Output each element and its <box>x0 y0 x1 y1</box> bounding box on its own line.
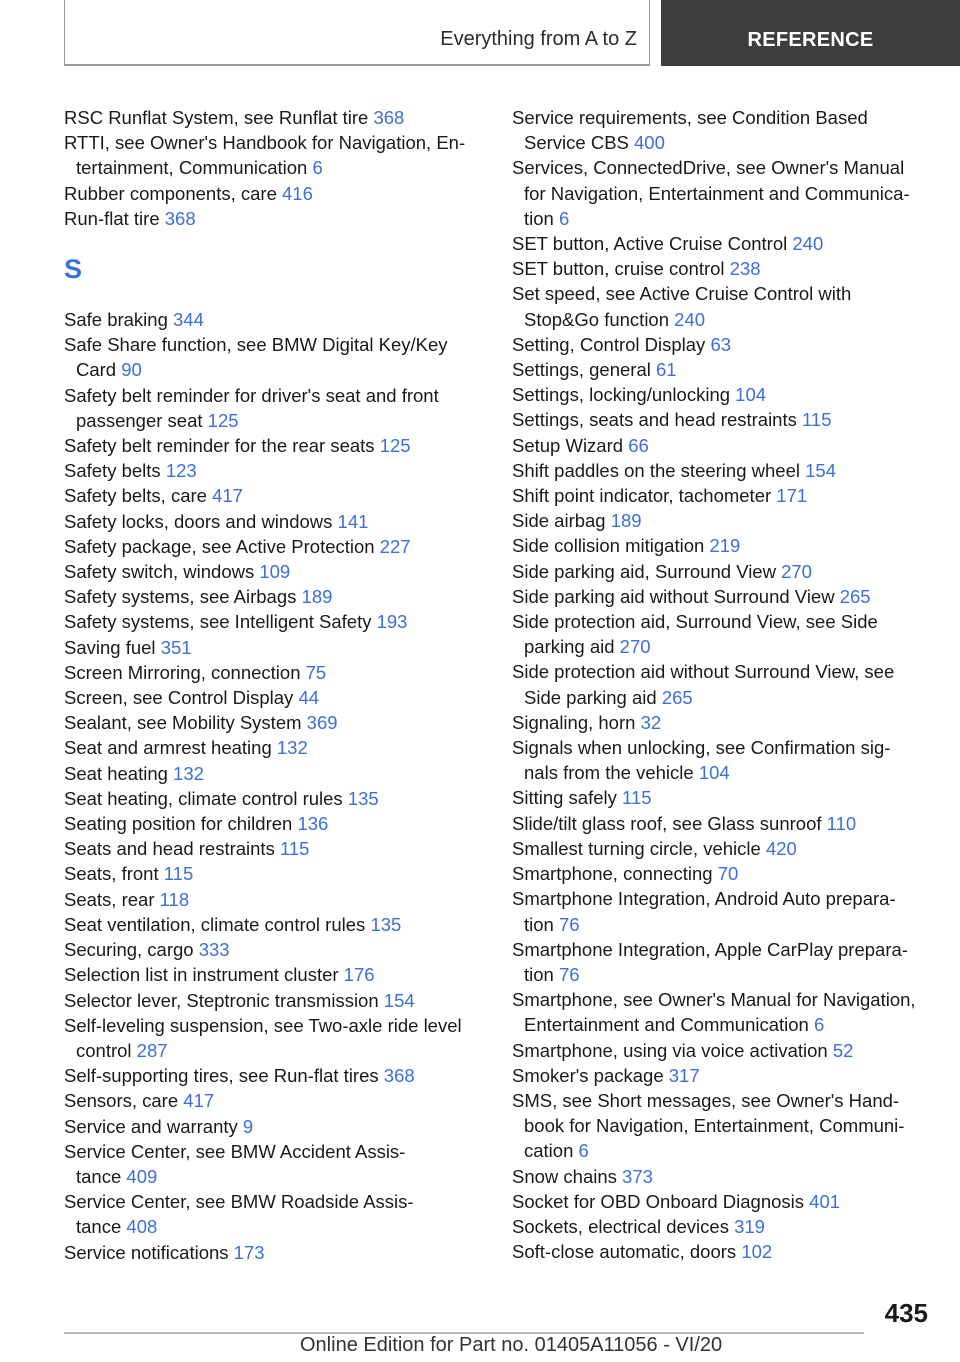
page-reference-link[interactable]: 333 <box>198 939 230 961</box>
index-entry-text: Service notifications <box>64 1241 229 1263</box>
index-entry-text: Smartphone Integration, Apple CarPlay prepara- <box>512 938 908 960</box>
page-reference-link[interactable]: 136 <box>297 813 329 835</box>
page-reference-link[interactable]: 176 <box>343 964 375 986</box>
index-entry <box>64 710 484 735</box>
index-entry-text: tance <box>76 1165 122 1187</box>
index-entry-text: tion <box>524 207 554 229</box>
index-entry-text: cation <box>524 1140 574 1162</box>
index-entry <box>512 1239 932 1264</box>
page-reference-link[interactable]: 75 <box>305 661 327 683</box>
page-reference-link[interactable]: 109 <box>259 561 291 583</box>
index-entry-text: tance <box>76 1216 122 1238</box>
index-entry-text: Smartphone, connecting <box>512 863 713 885</box>
index-entry-text: Safety belts, care <box>64 485 207 507</box>
index-entry-text: Smartphone Integration, Android Auto prepara- <box>512 888 896 910</box>
index-entry-text: Seating position for children <box>64 813 293 835</box>
page-reference-link[interactable]: 173 <box>233 1241 265 1263</box>
index-entry-text: Settings, seats and head restraints <box>512 409 797 431</box>
page-reference-link[interactable]: 154 <box>383 989 415 1011</box>
page-reference-link[interactable]: 344 <box>173 309 204 331</box>
index-entry-text: tion <box>524 963 554 985</box>
index-entry <box>64 1088 484 1113</box>
page-reference-link[interactable]: 240 <box>674 308 706 330</box>
page-reference-link[interactable]: 368 <box>373 107 405 128</box>
index-entry <box>64 483 484 508</box>
header-section-tab <box>661 0 960 66</box>
page-reference-link[interactable]: 132 <box>173 762 204 784</box>
index-entry-text: Signals when unlocking, see Confirmation sig- <box>512 737 891 759</box>
index-entry-text: Run-flat tire <box>64 207 160 229</box>
index-entry-text: Settings, general <box>512 359 651 381</box>
index-entry-text: Safety systems, see Intelligent Safety <box>64 611 372 633</box>
index-entry <box>64 584 484 609</box>
index-entry <box>64 433 484 458</box>
index-entry <box>64 912 484 937</box>
header-title-box <box>64 0 650 66</box>
index-entry <box>64 1189 484 1239</box>
index-entry-text: Rubber components, care <box>64 182 277 204</box>
index-entry-text: Setup Wizard <box>512 434 624 456</box>
index-entry-text: Card <box>76 359 117 381</box>
index-entry <box>64 735 484 760</box>
index-entry-text: SET button, Active Cruise Control <box>512 233 788 255</box>
index-entry-text: passenger seat <box>76 409 203 431</box>
page-reference-link[interactable]: 6 <box>814 1014 825 1036</box>
index-entry-text: Seat ventilation, climate control rules <box>64 913 366 935</box>
index-entry <box>64 786 484 811</box>
index-entry-text: Selector lever, Steptronic transmission <box>64 989 379 1011</box>
page-reference-link[interactable]: 154 <box>805 459 836 481</box>
index-entry <box>512 1063 932 1088</box>
index-entry-text: Side parking aid <box>524 686 657 708</box>
page-reference-link[interactable]: 115 <box>163 863 194 885</box>
page-reference-link[interactable]: 123 <box>165 460 197 482</box>
index-entry <box>512 1214 932 1239</box>
index-entry-text: Self-leveling suspension, see Two-axle ride level <box>64 1014 462 1036</box>
index-entry-text: Safety belt reminder for driver's seat and front <box>64 384 439 406</box>
index-entry-text: Stop&Go function <box>524 308 670 330</box>
page-reference-link[interactable]: 265 <box>661 686 693 708</box>
page-reference-link[interactable]: 270 <box>781 560 812 582</box>
page-reference-link[interactable]: 317 <box>668 1064 700 1086</box>
index-entry-text: Sealant, see Mobility System <box>64 712 302 734</box>
index-entry <box>64 534 484 559</box>
letter-heading: S <box>64 254 83 285</box>
index-entry <box>64 988 484 1013</box>
index-entry-text: Smallest turning circle, vehicle <box>512 837 761 859</box>
index-entry <box>512 256 932 281</box>
index-entry <box>512 533 932 558</box>
index-entry <box>64 206 484 231</box>
index-entry-text: Screen Mirroring, connection <box>64 661 301 683</box>
index-entry-text: Safety belts <box>64 460 161 482</box>
page-reference-link[interactable]: 171 <box>776 485 808 507</box>
index-entry-text: Entertainment and Communication <box>524 1014 809 1036</box>
index-entry <box>64 1114 484 1139</box>
index-entry-text: Side protection aid, Surround View, see Side <box>512 611 878 633</box>
index-entry <box>512 407 932 432</box>
index-entry-text: Setting, Control Display <box>512 333 706 355</box>
index-entry <box>512 886 932 936</box>
index-entry <box>512 785 932 810</box>
page-reference-link[interactable]: 135 <box>370 913 402 935</box>
page-reference-link[interactable]: 409 <box>126 1165 158 1187</box>
index-entry-text: Screen, see Control Display <box>64 687 294 709</box>
index-entry <box>512 508 932 533</box>
page-reference-link[interactable]: 287 <box>136 1039 168 1061</box>
index-entry <box>64 861 484 886</box>
index-entry-text: SET button, cruise control <box>512 258 725 280</box>
page-reference-link[interactable]: 66 <box>628 434 649 456</box>
index-entry-text: Service and warranty <box>64 1115 238 1137</box>
index-entry-text: Securing, cargo <box>64 939 194 961</box>
page-reference-link[interactable]: 373 <box>622 1165 653 1187</box>
index-entry-text: Safety switch, windows <box>64 561 255 583</box>
index-entry <box>512 458 932 483</box>
index-entry-text: Side protection aid without Surround View, see <box>512 661 895 683</box>
page-reference-link[interactable]: 368 <box>383 1065 415 1087</box>
page-reference-link[interactable]: 76 <box>558 913 580 935</box>
page-reference-link[interactable]: 319 <box>734 1215 765 1237</box>
index-entry <box>64 181 484 206</box>
index-entry <box>512 1088 932 1164</box>
index-entry <box>64 1240 484 1265</box>
footer-edition <box>300 1334 722 1357</box>
index-entry <box>512 584 932 609</box>
page-reference-link[interactable]: 351 <box>160 636 192 658</box>
index-column-right <box>512 105 932 1264</box>
page-reference-link[interactable]: 400 <box>634 132 665 154</box>
index-entry-text: tertainment, Communication <box>76 157 308 179</box>
index-entry <box>64 458 484 483</box>
index-entry-text: Service Center, see BMW Accident Assis- <box>64 1140 406 1162</box>
page-reference-link[interactable]: 70 <box>717 863 739 885</box>
index-entry-text: tion <box>524 913 554 935</box>
index-entry-text: Service CBS <box>524 132 629 154</box>
index-entry <box>512 559 932 584</box>
page-reference-link[interactable]: 227 <box>379 535 411 557</box>
index-entry <box>512 1038 932 1063</box>
index-entry-text: Smartphone, see Owner's Manual for Navigation, <box>512 989 916 1011</box>
page-reference-link[interactable]: 238 <box>729 258 761 280</box>
index-entry-text: parking aid <box>524 636 615 658</box>
index-entry-text: Service requirements, see Condition Based <box>512 107 868 128</box>
page-reference-link[interactable]: 270 <box>619 636 651 658</box>
index-entry <box>64 332 484 382</box>
page-reference-link[interactable]: 420 <box>765 837 797 859</box>
index-entry <box>64 962 484 987</box>
page-reference-link[interactable]: 401 <box>809 1190 841 1212</box>
index-entry-text: Side parking aid without Surround View <box>512 585 835 607</box>
page-reference-link[interactable]: 110 <box>826 812 857 834</box>
header-title: Everything from A to Z <box>440 28 637 50</box>
index-entry-text: Sensors, care <box>64 1090 179 1112</box>
page-reference-link[interactable]: 417 <box>183 1090 215 1112</box>
index-entry <box>512 659 932 709</box>
header-section-label: REFERENCE <box>747 29 874 51</box>
index-entry-text: Seat and armrest heating <box>64 737 272 759</box>
index-entry <box>64 559 484 584</box>
page-reference-link[interactable]: 193 <box>376 611 408 633</box>
index-entry-text: Safety locks, doors and windows <box>64 510 333 532</box>
index-entry-text: Seats, rear <box>64 888 155 910</box>
index-entry-text: Signaling, horn <box>512 711 636 733</box>
index-entry-text: Seats and head restraints <box>64 838 275 860</box>
index-entry-text: Service Center, see BMW Roadside Assis- <box>64 1191 414 1213</box>
index-entry-text: SMS, see Short messages, see Owner's Hand- <box>512 1089 900 1111</box>
page-reference-link[interactable]: 63 <box>710 333 732 355</box>
page-header <box>64 0 960 66</box>
page-reference-link[interactable]: 135 <box>347 787 379 809</box>
index-entry <box>64 105 484 130</box>
index-entry-text: Selection list in instrument cluster <box>64 964 339 986</box>
page-reference-link[interactable]: 6 <box>558 207 570 229</box>
index-entry <box>512 836 932 861</box>
page-reference-link[interactable]: 90 <box>121 359 142 381</box>
index-entry-text: Seat heating, climate control rules <box>64 787 343 809</box>
index-entry-text: Self-supporting tires, see Run-flat tires <box>64 1065 379 1087</box>
index-entry <box>512 987 932 1037</box>
index-entry-text: Side airbag <box>512 510 606 532</box>
page-reference-link[interactable]: 102 <box>741 1241 773 1263</box>
page-reference-link[interactable]: 115 <box>622 787 652 809</box>
index-entry-text: Seat heating <box>64 762 168 784</box>
index-entry <box>64 1063 484 1088</box>
index-entry <box>512 105 932 155</box>
index-entry-text: Saving fuel <box>64 636 156 658</box>
index-entry <box>512 811 932 836</box>
page-reference-link[interactable]: 240 <box>792 233 824 255</box>
index-entry <box>512 609 932 659</box>
page-reference-link[interactable]: 104 <box>698 762 730 784</box>
page-reference-link[interactable]: 9 <box>242 1115 254 1137</box>
page-number: 435 <box>884 1298 928 1328</box>
index-entry <box>512 357 932 382</box>
index-entry-text: RSC Runflat System, see Runflat tire <box>64 107 369 128</box>
index-entry <box>64 307 484 332</box>
index-entry-text: Set speed, see Active Cruise Control with <box>512 283 852 305</box>
index-entry <box>64 811 484 836</box>
index-entry-text: Slide/tilt glass roof, see Glass sunroof <box>512 812 822 834</box>
page-reference-link[interactable]: 189 <box>610 510 642 532</box>
page-reference-link[interactable]: 189 <box>301 586 333 608</box>
index-entry-text: control <box>76 1039 132 1061</box>
index-entry <box>512 1189 932 1214</box>
page-reference-link[interactable]: 52 <box>832 1039 854 1061</box>
page-reference-link[interactable]: 368 <box>164 207 196 229</box>
index-entry <box>64 130 484 180</box>
index-entry-text: Smartphone, using via voice activation <box>512 1039 828 1061</box>
page-reference-link[interactable]: 132 <box>276 737 308 759</box>
index-entry-text: Side parking aid, Surround View <box>512 560 776 582</box>
edition-text: Online Edition for Part no. 01405A11056 - VI/20 <box>300 1334 723 1356</box>
page-reference-link[interactable]: 219 <box>709 535 741 557</box>
index-entry <box>512 735 932 785</box>
index-entry-text: Smoker's package <box>512 1064 664 1086</box>
page-reference-link[interactable]: 417 <box>212 485 243 507</box>
index-entry <box>512 382 932 407</box>
index-entry-text: Safety package, see Active Protection <box>64 535 375 557</box>
index-entry <box>64 937 484 962</box>
index-entry <box>512 281 932 331</box>
index-entry <box>64 1139 484 1189</box>
index-entry <box>512 433 932 458</box>
index-entry <box>512 1164 932 1189</box>
index-entry <box>512 483 932 508</box>
index-entry <box>64 660 484 685</box>
index-entry <box>64 887 484 912</box>
index-entry-text: Settings, locking/unlocking <box>512 384 731 406</box>
page-reference-link[interactable]: 6 <box>312 157 323 179</box>
index-entry-text: Shift paddles on the steering wheel <box>512 459 800 481</box>
index-entry <box>64 685 484 710</box>
index-entry-text: Seats, front <box>64 863 159 885</box>
page-reference-link[interactable]: 125 <box>379 435 411 457</box>
page-reference-link[interactable]: 265 <box>839 585 871 607</box>
index-entry-text: Shift point indicator, tachometer <box>512 485 772 507</box>
index-entry <box>64 635 484 660</box>
index-entry-text: Safety belt reminder for the rear seats <box>64 435 375 457</box>
index-entry-text: Services, ConnectedDrive, see Owner's Manual <box>512 157 905 179</box>
index-entry <box>64 761 484 786</box>
index-entry-text: Safety systems, see Airbags <box>64 586 297 608</box>
index-entry <box>512 155 932 231</box>
index-entry-text: for Navigation, Entertainment and Communica- <box>524 182 910 204</box>
index-entry <box>512 332 932 357</box>
page-reference-link[interactable]: 104 <box>735 384 767 406</box>
page-reference-link[interactable]: 408 <box>126 1216 158 1238</box>
page-reference-link[interactable]: 118 <box>159 888 190 910</box>
index-entry <box>64 1013 484 1063</box>
page-reference-link[interactable]: 416 <box>282 182 313 204</box>
index-entry <box>64 609 484 634</box>
index-entry-text: Sockets, electrical devices <box>512 1215 729 1237</box>
index-entry-text: Sitting safely <box>512 787 617 809</box>
index-entry <box>64 836 484 861</box>
index-entry <box>512 710 932 735</box>
index-entry <box>512 937 932 987</box>
page-reference-link[interactable]: 6 <box>578 1140 589 1162</box>
page-reference-link[interactable]: 141 <box>337 510 369 532</box>
index-entry-text: Snow chains <box>512 1165 617 1187</box>
index-entry <box>64 509 484 534</box>
index-entry-text: Side collision mitigation <box>512 535 705 557</box>
page-reference-link[interactable]: 125 <box>207 409 239 431</box>
index-entry-text: Safe Share function, see BMW Digital Key/Key <box>64 334 448 356</box>
index-entry-text: Soft-close automatic, doors <box>512 1241 737 1263</box>
page-reference-link[interactable]: 369 <box>306 712 338 734</box>
index-entry <box>512 231 932 256</box>
index-entry-text: nals from the vehicle <box>524 762 694 784</box>
page-reference-link[interactable]: 61 <box>655 359 677 381</box>
index-entry-text: Safe braking <box>64 309 168 331</box>
page-reference-link[interactable]: 115 <box>802 409 832 431</box>
page-reference-link[interactable]: 44 <box>298 687 320 709</box>
index-entry <box>64 383 484 433</box>
index-entry <box>512 861 932 886</box>
page-reference-link[interactable]: 32 <box>640 711 662 733</box>
page-reference-link[interactable]: 76 <box>558 963 580 985</box>
index-entry-text: book for Navigation, Entertainment, Communi- <box>524 1115 905 1137</box>
index-entry-text: RTTI, see Owner's Handbook for Navigation, En- <box>64 132 466 154</box>
page-reference-link[interactable]: 115 <box>279 838 310 860</box>
index-entry-text: Socket for OBD Onboard Diagnosis <box>512 1190 805 1212</box>
index-column-left <box>64 105 484 1265</box>
